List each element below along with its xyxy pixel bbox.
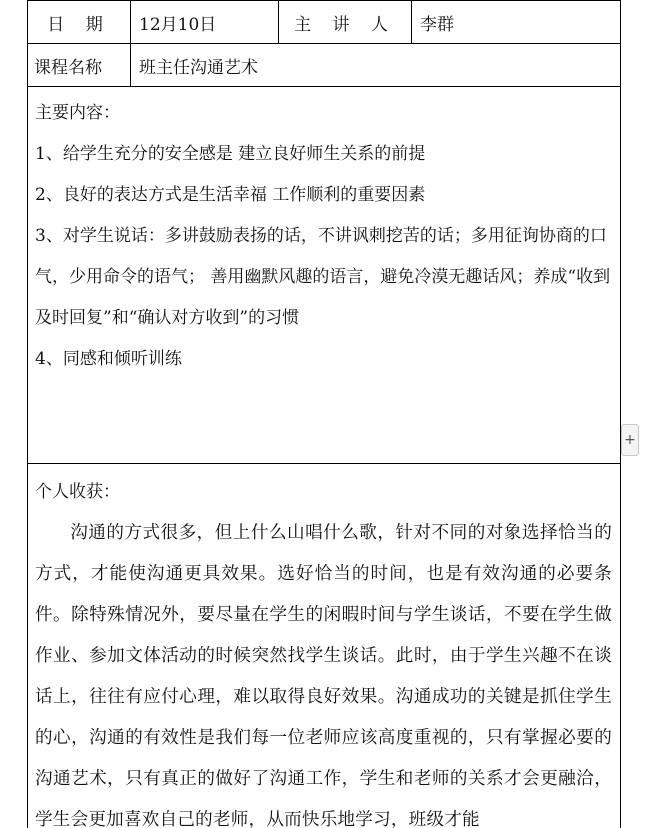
- date-label: 日 期: [28, 1, 131, 44]
- main-content-item-1: 1、给学生充分的安全感是 建立良好师生关系的前提: [35, 144, 426, 164]
- personal-gain-paragraph: 沟通的方式很多，但上什么山唱什么歌，针对不同的对象选择恰当的方式，才能使沟通更具效果。选好恰当的时间，也是有效沟通的必要条件。除特殊情况外，要尽量在学生的闲暇时间与学生谈话，不要在学生做作业、参加文体活动的时候突然找学生谈话。此时，由于学生兴趣不在谈话上，往往有应付心理，难以取得良好效果。沟通成功的关键是抓住学生的心，沟通的有效性是我们每一位老师应该高度重视的，只有掌握必要的沟通艺术，只有真正的做好了沟通工作，学生和老师的关系才会更融洽，学生会更加喜欢自己的老师，从而快乐地学习，班级才能: [35, 523, 612, 828]
- main-content-row: [28, 87, 621, 464]
- main-content-item-2: 2、良好的表达方式是生活幸福 工作顺利的重要因素: [35, 185, 426, 205]
- speaker-value[interactable]: 李群: [412, 1, 621, 44]
- add-row-plus-icon[interactable]: +: [621, 424, 639, 456]
- personal-gain-row: [28, 464, 621, 828]
- header-row: [28, 1, 621, 44]
- main-content-item-4: 4、同感和倾听训练: [35, 349, 182, 369]
- course-name-value[interactable]: 班主任沟通艺术: [131, 44, 621, 87]
- lecture-record-table: [27, 0, 621, 828]
- course-row: [28, 44, 621, 87]
- main-content-cell[interactable]: [28, 87, 621, 464]
- course-name-label: 课程名称: [28, 44, 131, 87]
- personal-gain-heading: 个人收获：: [35, 482, 120, 502]
- main-content-heading: 主要内容：: [35, 103, 120, 123]
- date-value[interactable]: 12月10日: [131, 1, 279, 44]
- main-content-item-3: 3、对学生说话：多讲鼓励表扬的话，不讲讽刺挖苦的话；多用征询协商的口气，少用命令的语气； 善用幽默风趣的语言，避免冷漠无趣话风；养成“收到及时回复”和“确认对方收到”的习惯: [35, 226, 611, 328]
- speaker-label: 主 讲 人: [279, 1, 412, 44]
- personal-gain-cell[interactable]: [28, 464, 621, 828]
